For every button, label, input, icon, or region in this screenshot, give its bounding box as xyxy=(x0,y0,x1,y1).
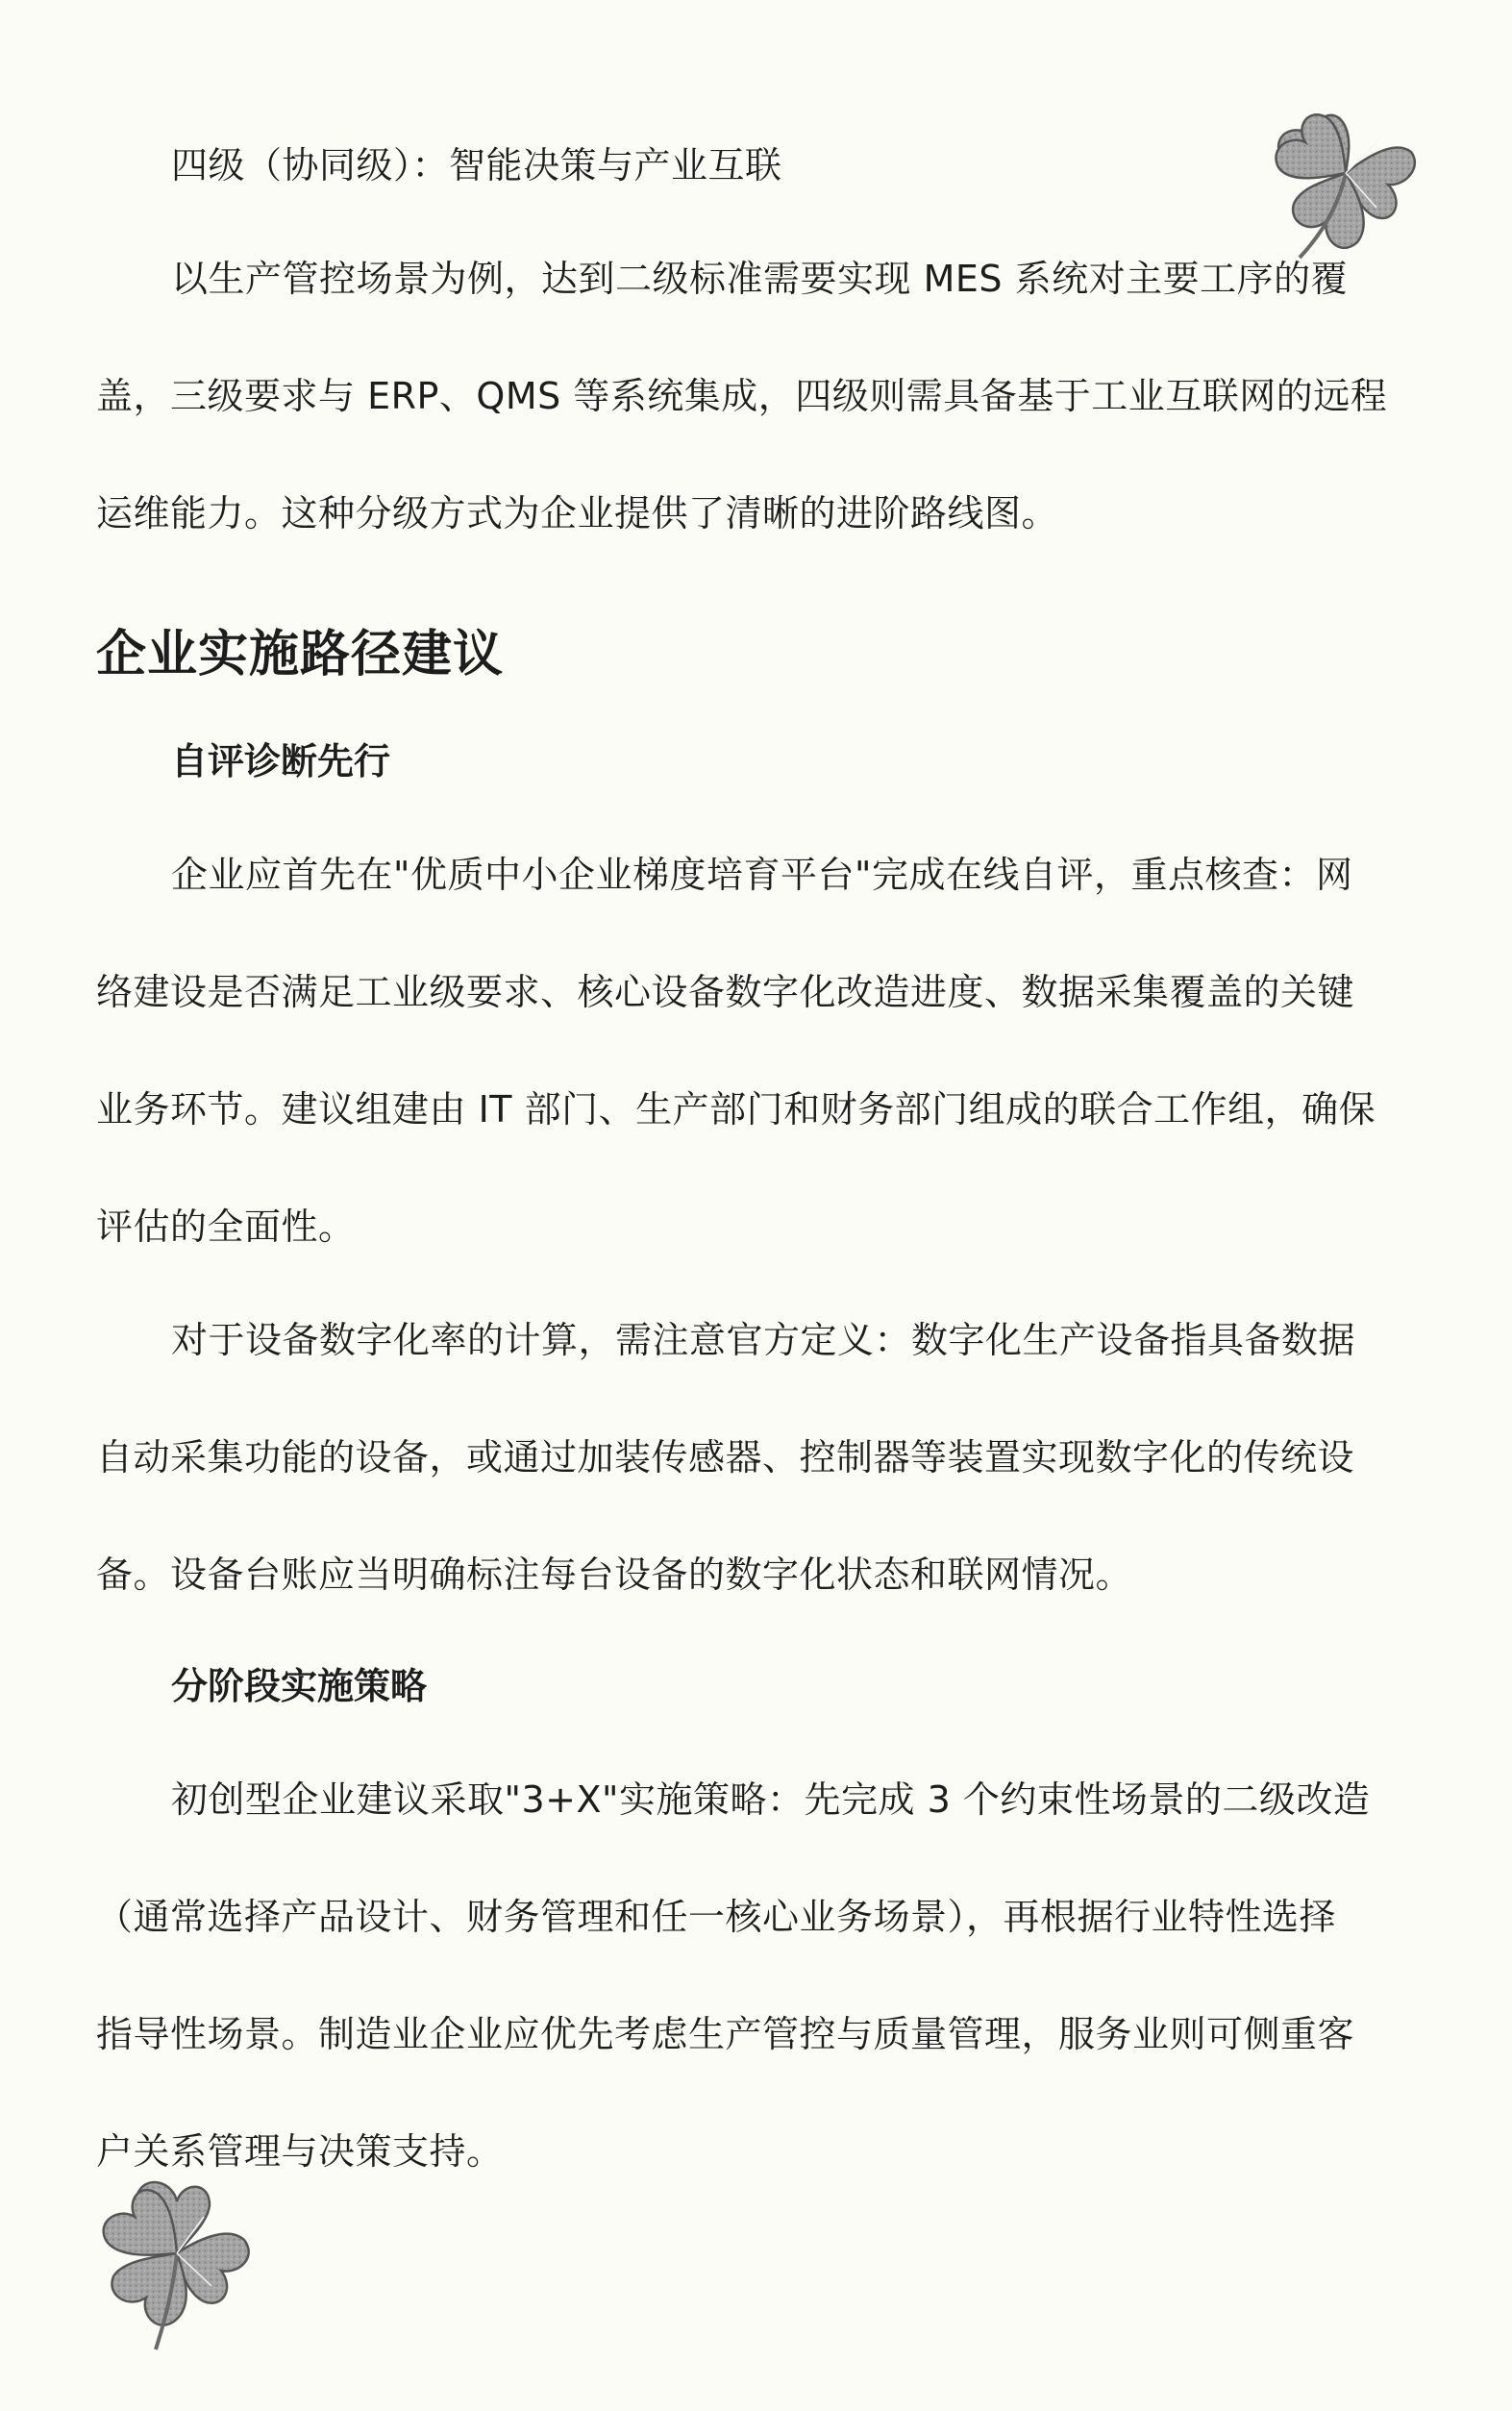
four-leaf-clover-icon xyxy=(1269,104,1423,267)
section-heading: 企业实施路径建议 xyxy=(96,626,505,684)
text-line: 评估的全面性。 xyxy=(96,1206,356,1248)
text-line: 运维能力。这种分级方式为企业提供了清晰的进阶路线图。 xyxy=(96,492,1059,534)
text-line: 业务环节。建议组建由 IT 部门、生产部门和财务部门组成的联合工作组，确保 xyxy=(96,1088,1376,1131)
text-line: 企业应首先在"优质中小企业梯度培育平台"完成在线自评，重点核查：网 xyxy=(171,854,1353,896)
text-line: （通常选择产品设计、财务管理和任一核心业务场景），再根据行业特性选择 xyxy=(96,1896,1337,1938)
text-line: 四级（协同级）：智能决策与产业互联 xyxy=(171,144,782,186)
text-line: 络建设是否满足工业级要求、核心设备数字化改造进度、数据采集覆盖的关键 xyxy=(96,971,1355,1013)
four-leaf-clover-icon xyxy=(88,2175,261,2357)
subsection-heading: 分阶段实施策略 xyxy=(171,1665,428,1707)
text-line: 自动采集功能的设备，或通过加装传感器、控制器等装置实现数字化的传统设 xyxy=(96,1436,1355,1479)
text-line: 初创型企业建议采取"3+X"实施策略：先完成 3 个约束性场景的二级改造 xyxy=(171,1778,1371,1821)
text-line: 对于设备数字化率的计算，需注意官方定义：数字化生产设备指具备数据 xyxy=(171,1319,1356,1361)
text-line: 户关系管理与决策支持。 xyxy=(96,2130,504,2173)
text-line: 备。设备台账应当明确标注每台设备的数字化状态和联网情况。 xyxy=(96,1553,1133,1596)
text-line: 盖，三级要求与 ERP、QMS 等系统集成，四级则需具备基于工业互联网的远程 xyxy=(96,375,1388,417)
text-line: 以生产管控场景为例，达到二级标准需要实现 MES 系统对主要工序的覆 xyxy=(171,258,1349,300)
text-line: 指导性场景。制造业企业应优先考虑生产管控与质量管理，服务业则可侧重客 xyxy=(96,2013,1355,2055)
subsection-heading: 自评诊断先行 xyxy=(171,740,391,783)
